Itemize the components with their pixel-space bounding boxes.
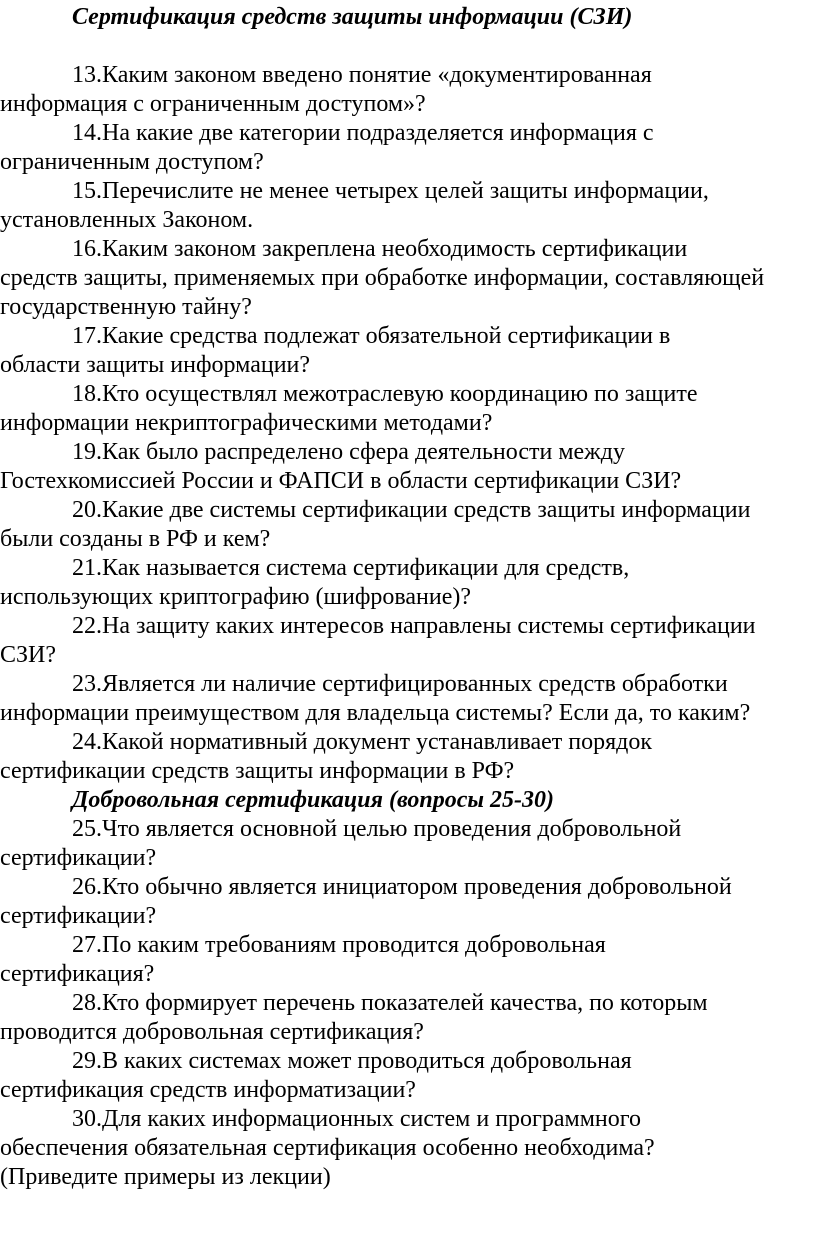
question-text: Кто осуществлял межотраслевую координацию по защите — [102, 381, 698, 407]
question-item — [0, 728, 816, 786]
question-text: Что является основной целью проведения добровольной — [102, 816, 682, 842]
question-item — [0, 989, 816, 1047]
question-continuation-line: сертификации? — [0, 845, 157, 871]
question-continuation-line: области защиты информации? — [0, 352, 311, 378]
question-number: 19. — [72, 439, 102, 465]
question-number: 16. — [72, 236, 102, 262]
question-item — [0, 1105, 816, 1192]
question-first-line — [0, 438, 816, 467]
question-first-line — [0, 612, 816, 641]
question-continuation-line: информации преимуществом для владельца системы? Если да, то каким? — [0, 700, 751, 726]
question-group-voluntary — [0, 815, 816, 1192]
question-continuation-line: обеспечения обязательная сертификация особенно необходима? — [0, 1135, 655, 1161]
question-item — [0, 119, 816, 177]
question-item — [0, 496, 816, 554]
question-continuation-line: сертификации средств защиты информации в РФ? — [0, 758, 515, 784]
question-number: 24. — [72, 729, 102, 755]
question-item — [0, 61, 816, 119]
question-continuation-line: сертификация средств информатизации? — [0, 1077, 416, 1103]
question-number: 14. — [72, 120, 102, 146]
question-continuation-line: государственную тайну? — [0, 294, 252, 320]
question-number: 28. — [72, 990, 102, 1016]
question-continuation-line: использующих криптографию (шифрование)? — [0, 584, 472, 610]
question-item — [0, 931, 816, 989]
question-text: По каким требованиям проводится добровольная — [102, 932, 606, 958]
question-text: В каких системах может проводиться добровольная — [102, 1048, 632, 1074]
question-number: 30. — [72, 1106, 102, 1132]
question-number: 27. — [72, 932, 102, 958]
section-heading-certification: Сертификация средств защиты информации (СЗИ) — [72, 4, 633, 30]
question-continuation-line: Гостехкомиссией России и ФАПСИ в области сертификации СЗИ? — [0, 468, 682, 494]
question-text: Каким законом введено понятие «документированная — [102, 62, 652, 88]
question-item — [0, 322, 816, 380]
question-number: 15. — [72, 178, 102, 204]
question-first-line — [0, 1105, 816, 1134]
question-first-line — [0, 322, 816, 351]
question-first-line — [0, 235, 816, 264]
question-number: 23. — [72, 671, 102, 697]
question-continuation-line: средств защиты, применяемых при обработке информации, составляющей — [0, 265, 765, 291]
question-text: Какие средства подлежат обязательной сертификации в — [102, 323, 671, 349]
question-text: Как было распределено сфера деятельности между — [102, 439, 625, 465]
question-number: 20. — [72, 497, 102, 523]
question-text: Является ли наличие сертифицированных средств обработки — [102, 671, 728, 697]
question-first-line — [0, 670, 816, 699]
section-heading-voluntary: Добровольная сертификация (вопросы 25-30) — [72, 787, 555, 813]
question-number: 18. — [72, 381, 102, 407]
question-group-general — [0, 61, 816, 786]
question-first-line — [0, 177, 816, 206]
question-text: Как называется система сертификации для средств, — [102, 555, 630, 581]
question-text: Кто обычно является инициатором проведения добровольной — [102, 874, 732, 900]
question-first-line — [0, 380, 816, 409]
question-item — [0, 1047, 816, 1105]
question-first-line — [0, 554, 816, 583]
question-item — [0, 670, 816, 728]
question-item — [0, 235, 816, 322]
question-continuation-line: установленных Законом. — [0, 207, 254, 233]
question-item — [0, 554, 816, 612]
question-number: 25. — [72, 816, 102, 842]
question-number: 22. — [72, 613, 102, 639]
question-item — [0, 815, 816, 873]
question-number: 29. — [72, 1048, 102, 1074]
question-text: Какой нормативный документ устанавливает порядок — [102, 729, 653, 755]
question-item — [0, 380, 816, 438]
question-continuation-line: были созданы в РФ и кем? — [0, 526, 271, 552]
question-first-line — [0, 496, 816, 525]
question-continuation-line: информация с ограниченным доступом»? — [0, 91, 426, 117]
question-text: Каким законом закреплена необходимость сертификации — [102, 236, 688, 262]
question-first-line — [0, 989, 816, 1018]
question-continuation-line: проводится добровольная сертификация? — [0, 1019, 424, 1045]
question-first-line — [0, 873, 816, 902]
question-item — [0, 438, 816, 496]
question-list — [0, 61, 816, 1192]
question-continuation-line: СЗИ? — [0, 642, 57, 668]
question-number: 26. — [72, 874, 102, 900]
question-item — [0, 873, 816, 931]
question-item — [0, 177, 816, 235]
question-text: Для каких информационных систем и программного — [102, 1106, 642, 1132]
question-text: Кто формирует перечень показателей качества, по которым — [102, 990, 708, 1016]
question-number: 17. — [72, 323, 102, 349]
question-first-line — [0, 61, 816, 90]
question-continuation-line: (Приведите примеры из лекции) — [0, 1164, 331, 1190]
question-text: Какие две системы сертификации средств защиты информации — [102, 497, 751, 523]
question-continuation-line: сертификация? — [0, 961, 155, 987]
question-continuation-line: информации некриптографическими методами? — [0, 410, 493, 436]
question-number: 13. — [72, 62, 102, 88]
question-first-line — [0, 1047, 816, 1076]
question-continuation-line: ограниченным доступом? — [0, 149, 264, 175]
question-text: Перечислите не менее четырех целей защиты информации, — [102, 178, 709, 204]
question-first-line — [0, 815, 816, 844]
question-first-line — [0, 728, 816, 757]
question-text: На защиту каких интересов направлены системы сертификации — [102, 613, 756, 639]
question-number: 21. — [72, 555, 102, 581]
question-first-line — [0, 119, 816, 148]
question-continuation-line: сертификации? — [0, 903, 157, 929]
question-item — [0, 612, 816, 670]
question-first-line — [0, 931, 816, 960]
question-text: На какие две категории подразделяется информация с — [102, 120, 654, 146]
